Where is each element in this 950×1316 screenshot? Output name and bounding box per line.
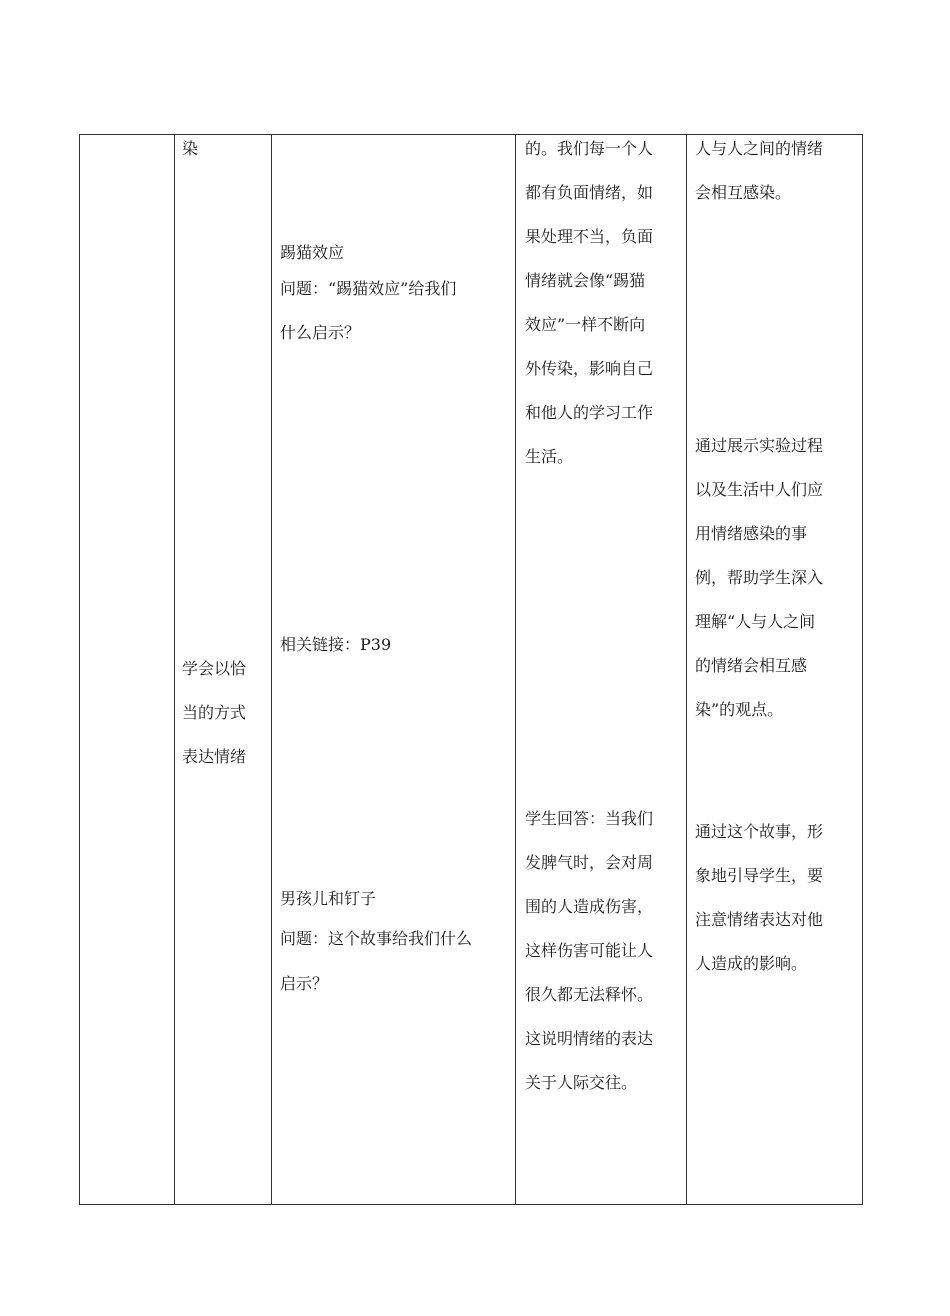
intent-line: 象地引导学生，要 [695,866,824,885]
kick-cat-question: 什么启示？ [280,323,361,342]
goal-line: 学会以恰 [182,659,247,678]
column-divider [174,135,175,1204]
answer-line: 这说明情绪的表达 [525,1029,654,1048]
design-intent-1 [695,127,855,215]
kick-cat-question: 问题：“踢猫效应”给我们 [280,279,457,298]
intent-line: 通过展示实验过程 [695,436,824,455]
answer-line: 都有负面情绪，如 [525,183,654,202]
answer-line: 很久都无法释怀。 [525,985,654,1004]
answer-line: 这样伤害可能让人 [525,941,654,960]
student-answer-2 [525,797,683,1105]
intent-line: 的情绪会相互感 [695,656,808,675]
column-divider [271,135,272,1204]
section-title-continued: 染 [182,139,199,158]
intent-line: 用情绪感染的事 [695,524,808,543]
answer-line: 效应”一样不断向 [525,315,646,334]
lesson-plan-table [79,134,863,1205]
goal-line: 当的方式 [182,703,247,722]
answer-line: 果处理不当，负面 [525,227,654,246]
intent-line: 例，帮助学生深入 [695,568,824,587]
design-intent-2 [695,424,855,732]
related-link: 相关链接：P39 [280,635,392,654]
answer-line: 情绪就会像“踢猫 [525,271,646,290]
intent-line: 人造成的影响。 [695,954,808,973]
kick-cat-activity [280,235,512,359]
answer-line: 发脾气时，会对周 [525,853,654,872]
intent-line: 通过这个故事，形 [695,822,824,841]
column-divider [686,135,687,1204]
student-answer-1 [525,127,683,479]
boy-nails-question: 问题：这个故事给我们什么 [280,929,473,948]
kick-cat-title: 踢猫效应 [280,243,345,262]
answer-line: 的。我们每一个人 [525,139,654,158]
answer-line: 生活。 [525,447,574,466]
section-goal [182,647,268,779]
answer-line: 外传染，影响自己 [525,359,654,378]
boy-nails-activity [280,879,512,1009]
column-divider [515,135,516,1204]
intent-line: 理解“人与人之间 [695,612,816,631]
intent-line: 人与人之间的情绪 [695,139,824,158]
intent-line: 以及生活中人们应 [695,480,824,499]
answer-line: 和他人的学习工作 [525,403,654,422]
boy-nails-question: 启示？ [280,974,329,993]
design-intent-3 [695,810,855,986]
answer-line: 学生回答：当我们 [525,809,654,828]
goal-line: 表达情绪 [182,747,247,766]
intent-line: 注意情绪表达对他 [695,910,824,929]
intent-line: 染”的观点。 [695,700,784,719]
boy-nails-title: 男孩儿和钉子 [280,889,377,908]
intent-line: 会相互感染。 [695,183,792,202]
answer-line: 关于人际交往。 [525,1073,638,1092]
answer-line: 围的人造成伤害， [525,897,654,916]
